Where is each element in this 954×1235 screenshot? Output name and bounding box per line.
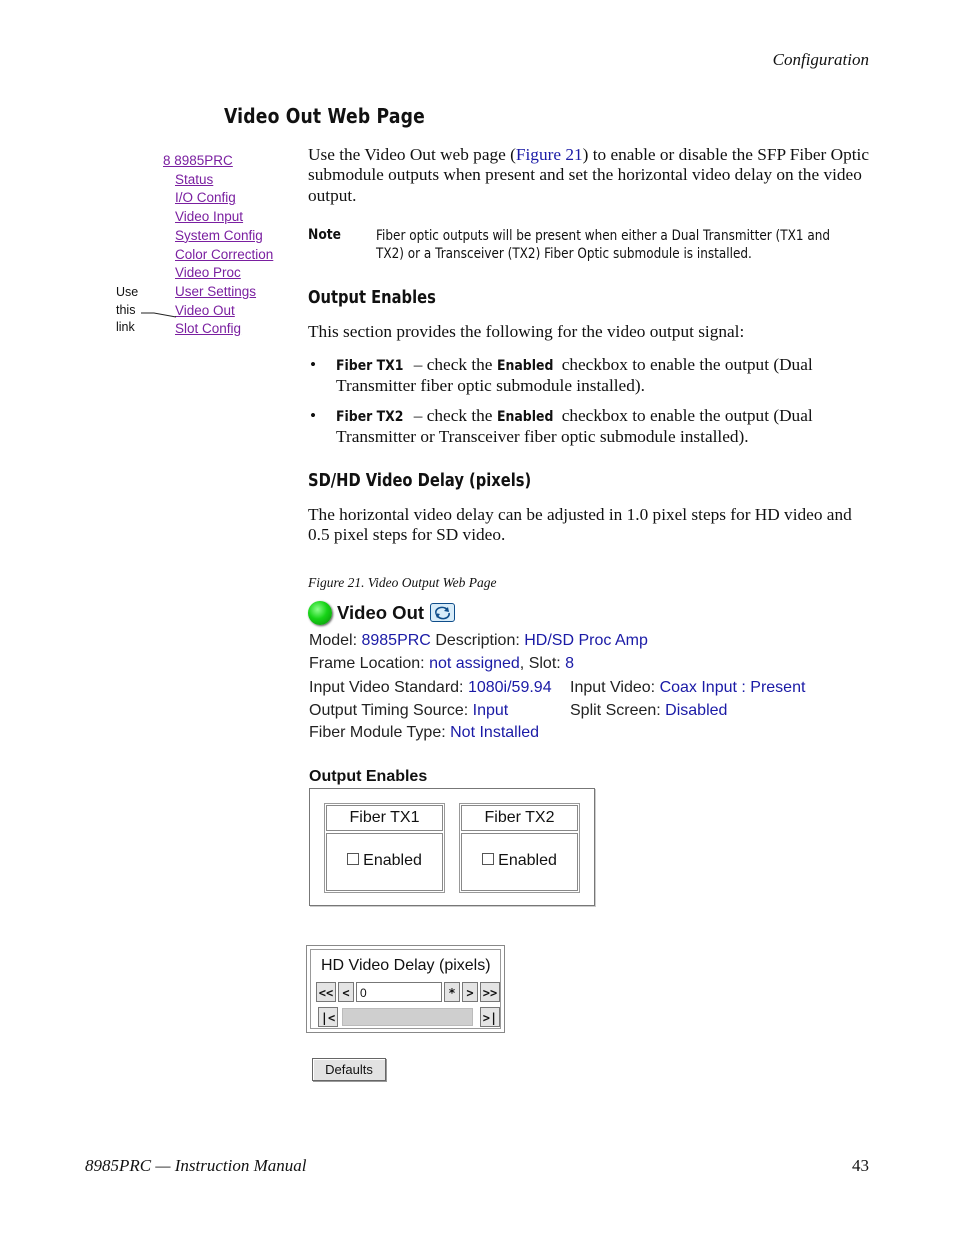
nav-item-video-input[interactable]: Video Input	[175, 209, 244, 225]
hd-delay-slider[interactable]	[342, 1008, 473, 1026]
nav-item-color-correction[interactable]: Color Correction	[175, 246, 274, 262]
page-number: 43	[852, 1156, 869, 1175]
hd-delay-input[interactable]: 0	[356, 982, 442, 1002]
fiber-tx2-enable[interactable]: Enabled	[461, 833, 578, 891]
nav-item-8985prc[interactable]: 8 8985PRC	[163, 153, 233, 168]
split-screen-value: Disabled	[665, 702, 728, 719]
fiber-tx1-checkbox[interactable]	[347, 853, 359, 865]
slot-value: 8	[565, 655, 575, 672]
fiber-tx2-cell	[459, 803, 580, 893]
fast-back-button[interactable]: <<	[316, 982, 336, 1002]
fiber-type-row: Fiber Module Type: Not Installed	[309, 724, 540, 741]
timing-row: Output Timing Source: Input	[309, 702, 509, 719]
section-title: Video Out Web Page	[224, 104, 425, 128]
input-video-row: Input Video: Coax Input : Present	[570, 679, 806, 696]
fiber-tx1-label: Fiber TX1	[326, 805, 443, 831]
footer-manual: 8985PRC — Instruction Manual	[85, 1156, 307, 1175]
bullet-fiber-tx1: • Fiber TX1 – check the Enabled checkbox to enable the output (Dual Transmitter fiber optic submodule installed).	[310, 355, 813, 396]
fiber-type-value: Not Installed	[450, 724, 540, 741]
nav-item-video-out[interactable]: Video Out	[175, 302, 235, 318]
input-video-value: Coax Input : Present	[659, 679, 806, 696]
figure-link[interactable]: Figure 21	[515, 145, 583, 164]
description-value: HD/SD Proc Amp	[524, 632, 648, 649]
reset-button[interactable]: *	[444, 982, 460, 1002]
nav-item-user-settings[interactable]: User Settings	[175, 283, 257, 299]
timing-value: Input	[472, 702, 509, 719]
fast-forward-button[interactable]: >>	[480, 982, 500, 1002]
fiber-tx2-checkbox[interactable]	[482, 853, 494, 865]
nav-item-io-config[interactable]: I/O Config	[175, 190, 236, 206]
note-label: Note	[308, 227, 342, 243]
step-back-button[interactable]: <	[338, 982, 354, 1002]
step-forward-button[interactable]: >	[462, 982, 478, 1002]
web-page-title: Video Out	[337, 602, 425, 623]
nav-item-slot-config[interactable]: Slot Config	[175, 321, 242, 337]
status-led-icon	[308, 601, 332, 625]
delay-heading: SD/HD Video Delay (pixels)	[308, 471, 532, 491]
nav-item-status[interactable]: Status	[175, 171, 214, 187]
max-button[interactable]: >|	[480, 1007, 500, 1027]
model-row: Model: 8985PRC Description: HD/SD Proc Amp	[309, 632, 648, 649]
frame-location-link[interactable]: not assigned	[429, 655, 520, 672]
defaults-button[interactable]: Defaults	[312, 1058, 386, 1081]
hd-delay-panel	[306, 945, 505, 1033]
fiber-tx1-cell	[324, 803, 445, 893]
callout-leader-line	[140, 308, 180, 320]
figure-caption: Figure 21. Video Output Web Page	[308, 575, 497, 590]
output-enables-panel-title: Output Enables	[309, 768, 428, 785]
input-standard-value: 1080i/59.94	[467, 679, 552, 696]
fiber-tx2-label: Fiber TX2	[461, 805, 578, 831]
output-enables-heading: Output Enables	[308, 288, 436, 308]
nav-item-system-config[interactable]: System Config	[175, 227, 263, 243]
nav-item-video-proc[interactable]: Video Proc	[175, 265, 241, 281]
intro-paragraph: Use the Video Out web page (Figure 21) to enable or disable the SFP Fiber Optic submodule outputs when present and set the horizontal video delay on the video output.	[308, 145, 869, 205]
output-enables-panel	[309, 788, 595, 906]
note-text: Fiber optic outputs will be present when either a Dual Transmitter (TX1 and TX2) or a Transceiver (TX2) Fiber Optic submodule is installed.	[376, 228, 830, 262]
split-screen-row: Split Screen: Disabled	[570, 702, 728, 719]
running-header: Configuration	[772, 50, 869, 69]
output-enables-intro: This section provides the following for the video output signal:	[308, 322, 745, 341]
refresh-icon[interactable]	[430, 603, 455, 622]
input-standard-row: Input Video Standard: 1080i/59.94	[309, 679, 552, 696]
hd-delay-title: HD Video Delay (pixels)	[321, 957, 491, 974]
min-button[interactable]: |<	[318, 1007, 338, 1027]
bullet-fiber-tx2: • Fiber TX2 – check the Enabled checkbox to enable the output (Dual Transmitter or Transceiver fiber optic submodule installed).	[310, 406, 813, 447]
frame-row: Frame Location: not assigned, Slot: 8	[309, 655, 575, 672]
model-value: 8985PRC	[361, 632, 431, 649]
nav-callout: Use this link	[116, 285, 139, 334]
fiber-tx1-enable[interactable]: Enabled	[326, 833, 443, 891]
delay-paragraph: The horizontal video delay can be adjusted in 1.0 pixel steps for HD video and 0.5 pixel steps for SD video.	[308, 505, 852, 545]
